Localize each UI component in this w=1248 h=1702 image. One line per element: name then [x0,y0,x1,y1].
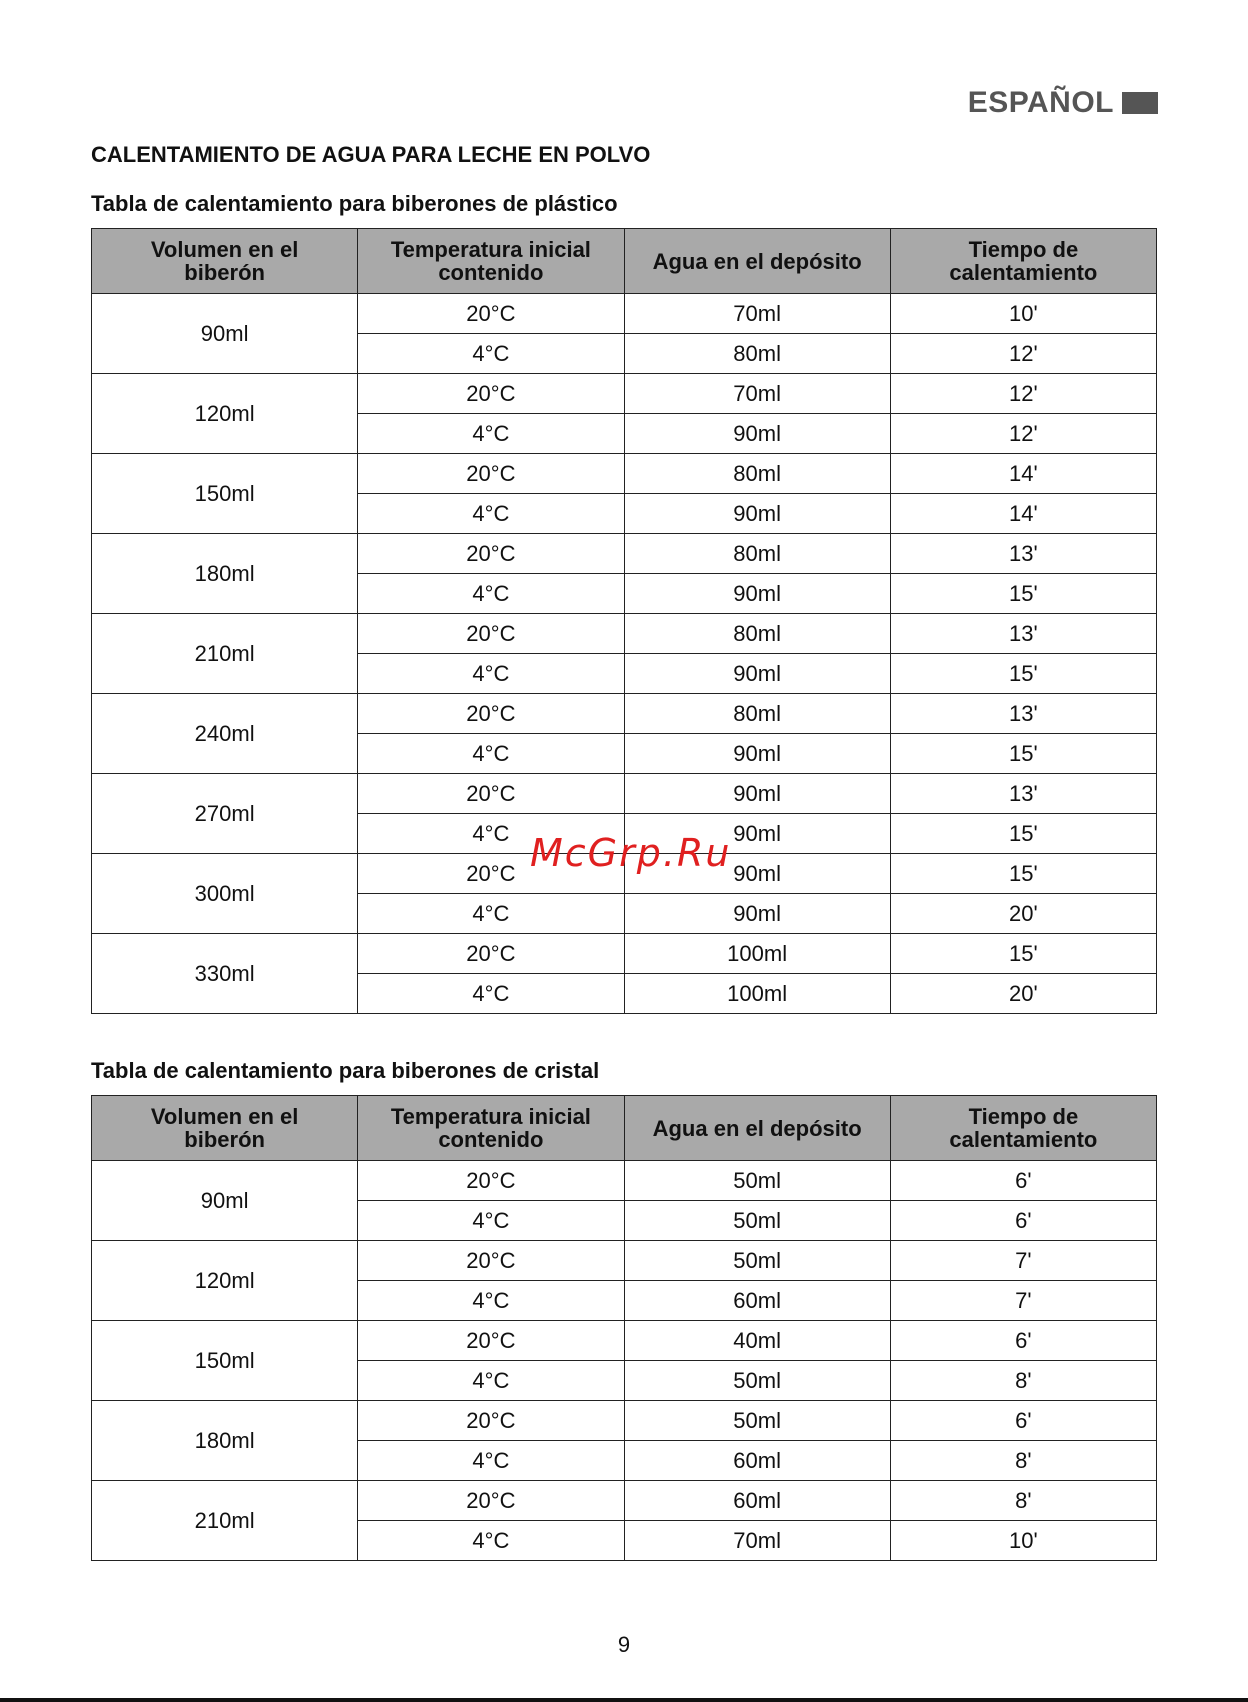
water-cell: 100ml [624,974,890,1014]
water-cell: 90ml [624,894,890,934]
bottom-divider [0,1698,1248,1702]
temperature-cell: 4°C [358,334,624,374]
time-cell: 6' [890,1161,1156,1201]
volume-cell: 180ml [92,534,358,614]
time-cell: 8' [890,1441,1156,1481]
temperature-cell: 4°C [358,494,624,534]
water-cell: 80ml [624,454,890,494]
water-cell: 90ml [624,854,890,894]
temperature-cell: 20°C [358,1481,624,1521]
time-cell: 13' [890,534,1156,574]
header-volume: Volumen en el biberón [92,229,358,294]
time-cell: 15' [890,654,1156,694]
time-cell: 15' [890,814,1156,854]
table-header-row [92,229,1157,294]
time-cell: 8' [890,1361,1156,1401]
time-cell: 15' [890,934,1156,974]
temperature-cell: 20°C [358,294,624,334]
page-number: 9 [617,1632,631,1657]
volume-cell: 90ml [92,294,358,374]
time-cell: 14' [890,454,1156,494]
table-row [92,1161,1157,1201]
temperature-cell: 4°C [358,574,624,614]
water-cell: 50ml [624,1401,890,1441]
time-cell: 8' [890,1481,1156,1521]
time-cell: 6' [890,1201,1156,1241]
water-cell: 100ml [624,934,890,974]
time-cell: 12' [890,334,1156,374]
temperature-cell: 20°C [358,374,624,414]
time-cell: 7' [890,1281,1156,1321]
volume-cell: 120ml [92,374,358,454]
water-cell: 50ml [624,1241,890,1281]
water-cell: 80ml [624,614,890,654]
temperature-cell: 20°C [358,534,624,574]
volume-cell: 330ml [92,934,358,1014]
table-row [92,1481,1157,1521]
watermark-text: McGrp.Ru [530,831,732,875]
volume-cell: 210ml [92,1481,358,1561]
volume-cell: 150ml [92,454,358,534]
temperature-cell: 4°C [358,734,624,774]
time-cell: 12' [890,374,1156,414]
temperature-cell: 4°C [358,814,624,854]
temperature-cell: 20°C [358,1401,624,1441]
time-cell: 6' [890,1401,1156,1441]
time-cell: 6' [890,1321,1156,1361]
water-cell: 80ml [624,694,890,734]
temperature-cell: 4°C [358,1281,624,1321]
table-row [92,774,1157,814]
time-cell: 13' [890,614,1156,654]
water-cell: 50ml [624,1361,890,1401]
table-header-row [92,1096,1157,1161]
language-bar-icon [1122,92,1158,114]
temperature-cell: 4°C [358,974,624,1014]
water-cell: 70ml [624,294,890,334]
temperature-cell: 20°C [358,454,624,494]
header-water: Agua en el depósito [624,229,890,294]
water-cell: 90ml [624,494,890,534]
glass-table-title: Tabla de calentamiento para biberones de cristal [91,1058,600,1083]
temperature-cell: 20°C [358,694,624,734]
table-row [92,454,1157,494]
temperature-cell: 20°C [358,1161,624,1201]
water-cell: 90ml [624,814,890,854]
temperature-cell: 20°C [358,934,624,974]
volume-cell: 210ml [92,614,358,694]
time-cell: 13' [890,694,1156,734]
volume-cell: 240ml [92,694,358,774]
volume-cell: 90ml [92,1161,358,1241]
language-text: ESPAÑOL [967,86,1114,119]
header-temperature: Temperatura inicial contenido [358,229,624,294]
volume-cell: 150ml [92,1321,358,1401]
water-cell: 90ml [624,414,890,454]
volume-cell: 180ml [92,1401,358,1481]
time-cell: 15' [890,574,1156,614]
time-cell: 20' [890,894,1156,934]
time-cell: 15' [890,734,1156,774]
table-row [92,374,1157,414]
time-cell: 20' [890,974,1156,1014]
header-volume: Volumen en el biberón [92,1096,358,1161]
temperature-cell: 20°C [358,1321,624,1361]
glass-heating-table [91,1095,1157,1561]
water-cell: 90ml [624,734,890,774]
header-time: Tiempo de calentamiento [890,229,1156,294]
water-cell: 50ml [624,1161,890,1201]
table-row [92,694,1157,734]
table-row [92,614,1157,654]
temperature-cell: 4°C [358,414,624,454]
volume-cell: 120ml [92,1241,358,1321]
water-cell: 60ml [624,1281,890,1321]
temperature-cell: 4°C [358,1201,624,1241]
table-row [92,1321,1157,1361]
volume-cell: 300ml [92,854,358,934]
water-cell: 90ml [624,774,890,814]
time-cell: 10' [890,1521,1156,1561]
header-time: Tiempo de calentamiento [890,1096,1156,1161]
water-cell: 40ml [624,1321,890,1361]
water-cell: 70ml [624,374,890,414]
temperature-cell: 4°C [358,1441,624,1481]
table-row [92,534,1157,574]
time-cell: 7' [890,1241,1156,1281]
time-cell: 13' [890,774,1156,814]
header-water: Agua en el depósito [624,1096,890,1161]
time-cell: 14' [890,494,1156,534]
time-cell: 12' [890,414,1156,454]
plastic-heating-table [91,228,1157,1014]
temperature-cell: 4°C [358,894,624,934]
water-cell: 80ml [624,334,890,374]
temperature-cell: 20°C [358,1241,624,1281]
temperature-cell: 20°C [358,854,624,894]
language-label [968,86,1158,120]
temperature-cell: 4°C [358,1361,624,1401]
table-row [92,1401,1157,1441]
table-row [92,934,1157,974]
water-cell: 90ml [624,654,890,694]
temperature-cell: 4°C [358,654,624,694]
time-cell: 10' [890,294,1156,334]
temperature-cell: 4°C [358,1521,624,1561]
volume-cell: 270ml [92,774,358,854]
table-body [92,294,1157,1014]
plastic-table-title: Tabla de calentamiento para biberones de plástico [91,191,618,216]
time-cell: 15' [890,854,1156,894]
header-temperature: Temperatura inicial contenido [358,1096,624,1161]
water-cell: 80ml [624,534,890,574]
temperature-cell: 20°C [358,774,624,814]
section-title: CALENTAMIENTO DE AGUA PARA LECHE EN POLVO [91,142,651,167]
water-cell: 70ml [624,1521,890,1561]
water-cell: 90ml [624,574,890,614]
table-row [92,294,1157,334]
temperature-cell: 20°C [358,614,624,654]
water-cell: 60ml [624,1441,890,1481]
table-body [92,1161,1157,1561]
water-cell: 60ml [624,1481,890,1521]
table-row [92,1241,1157,1281]
water-cell: 50ml [624,1201,890,1241]
